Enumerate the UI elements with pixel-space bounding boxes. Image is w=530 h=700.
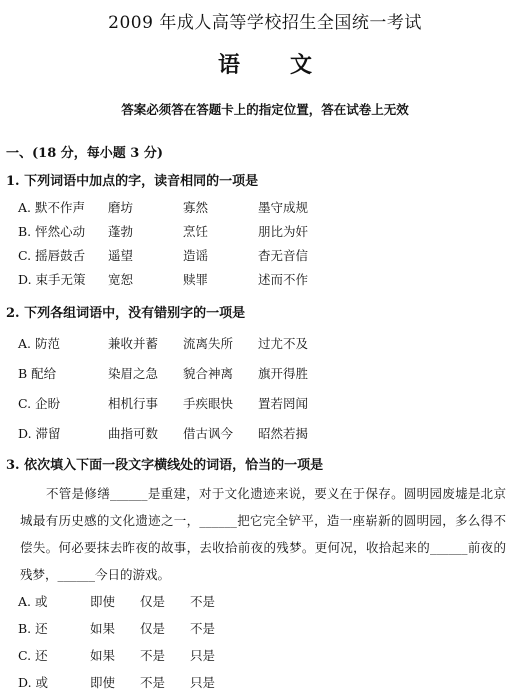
option-word: 旗开得胜 — [258, 366, 309, 381]
option-word: 相机行事 — [108, 396, 159, 411]
option-word: 过尤不及 — [258, 336, 309, 351]
option-word: 不是 — [140, 675, 166, 690]
option-word: 赎罪 — [183, 272, 209, 287]
option-word: 杳无音信 — [258, 248, 309, 263]
answer-notice: 答案必须答在答题卡上的指定位置，答在试卷上无效 — [121, 102, 409, 117]
option-word: 磨坊 — [108, 200, 134, 215]
option-word: 如果 — [90, 648, 116, 663]
option-label: D. 滞留 — [18, 426, 61, 441]
option-word: 曲指可数 — [108, 426, 159, 441]
option-word: 昭然若揭 — [258, 426, 309, 441]
option-word: 寡然 — [183, 200, 209, 215]
option-label: B. 还 — [18, 621, 48, 636]
exam-title: 2009 年成人高等学校招生全国统一考试 — [108, 13, 422, 33]
option-word: 流离失所 — [183, 336, 234, 351]
option-word: 只是 — [190, 675, 216, 690]
option-label: C. 还 — [18, 648, 48, 663]
question-1-stem: 1. 下列词语中加点的字，读音相同的一项是 — [6, 174, 259, 189]
option-label: B. 怦然心动 — [18, 224, 86, 239]
option-word: 述而不作 — [258, 272, 309, 287]
option-label: A. 默不作声 — [18, 200, 85, 215]
option-label: B 配给 — [18, 366, 57, 381]
option-label: C. 企盼 — [18, 396, 61, 411]
option-label: A. 或 — [18, 594, 48, 609]
option-word: 即使 — [90, 675, 116, 690]
question-2-stem: 2. 下列各组词语中，没有错别字的一项是 — [6, 306, 246, 321]
option-word: 如果 — [90, 621, 116, 636]
option-word: 造谣 — [183, 248, 209, 263]
option-word: 仅是 — [140, 594, 166, 609]
option-word: 兼收并蓄 — [108, 336, 159, 351]
option-word: 只是 — [190, 648, 216, 663]
option-word: 借古讽今 — [183, 426, 234, 441]
option-word: 朋比为奸 — [258, 224, 309, 239]
option-word: 不是 — [140, 648, 166, 663]
option-word: 不是 — [190, 621, 216, 636]
option-word: 手疾眼快 — [183, 396, 234, 411]
option-word: 染眉之急 — [108, 366, 159, 381]
option-word: 遥望 — [108, 248, 134, 263]
question-3-stem: 3. 依次填入下面一段文字横线处的词语，恰当的一项是 — [6, 458, 324, 473]
subject-title: 语文 — [217, 52, 362, 78]
option-label: C. 摇唇鼓舌 — [18, 248, 86, 263]
option-word: 仅是 — [140, 621, 166, 636]
option-word: 貌合神离 — [183, 366, 234, 381]
option-word: 置若罔闻 — [258, 396, 309, 411]
option-word: 墨守成规 — [258, 200, 309, 215]
option-word: 烹饪 — [183, 224, 209, 239]
option-label: A. 防范 — [18, 336, 60, 351]
option-word: 即使 — [90, 594, 116, 609]
section-heading: 一、(18 分，每小题 3 分) — [6, 146, 164, 161]
option-word: 不是 — [190, 594, 216, 609]
question-3-passage: 不管是修缮______是重建，对于文化遗迹来说，要义在于保存。圆明园废墟是北京城最有历史感的文化遗迹之一，______把它完全铲平，造一座崭新的圆明园，多么得不偿失。何必要抹去昨夜的故事，去收拾前夜的残梦。更何况，收拾起来的______前夜的残梦，______今日的游戏。 — [20, 486, 506, 582]
option-label: D. 或 — [18, 675, 49, 690]
option-word: 蓬勃 — [108, 224, 134, 239]
option-label: D. 束手无策 — [18, 272, 86, 287]
option-word: 宽恕 — [108, 272, 134, 287]
